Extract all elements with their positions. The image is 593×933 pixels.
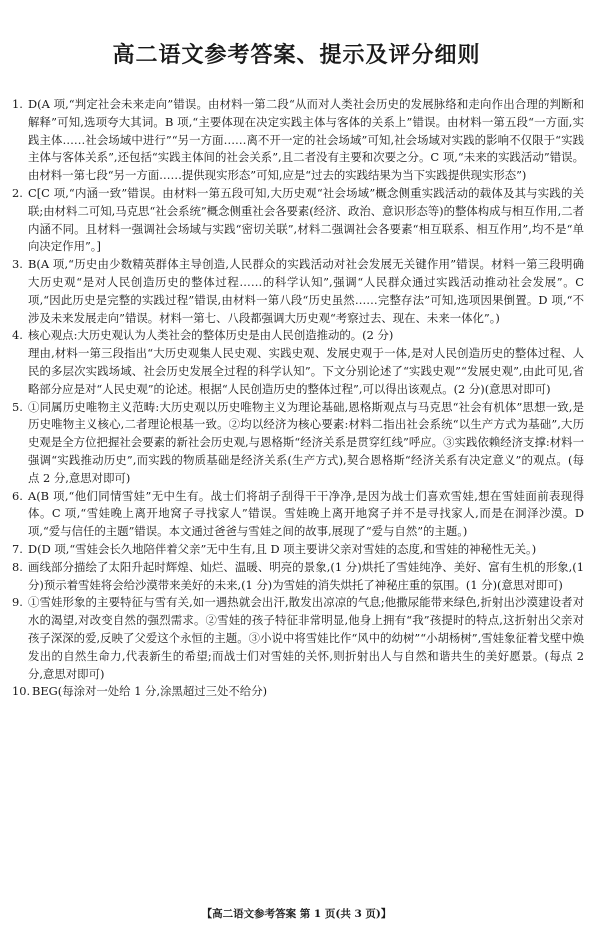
item-text: D(D 项,“雪娃会长久地陪伴着父亲”无中生有,且 D 项主要讲父亲对雪娃的态度,和雪娃的神秘性无关。) [28, 541, 537, 556]
item-text: ①雪娃形象的主要特征与雪有关,如一遇热就会出汗,散发出凉凉的气息;他撒尿能带来绿色,折射出沙漠建设者对水的渴望,对改变自然的强烈需求。②雪娃的孩子特征非常明显,他身上拥有“我”孩提时的特点,这折射出父亲对孩子深深的爱,反映了父爱这个永恒的主题。③小说中将雪娃比作“风中的幼树”“小胡杨树”,雪娃象征着戈壁中焕发出的自然生命力,代表新生的希望;而战士们对雪娃的关怀,则折射出人与自然和谐共生的美好愿景。(每点 2 分,意思对即可) [28, 595, 584, 681]
item-number: 2. [12, 185, 23, 200]
answer-item-10 [12, 683, 584, 701]
item-text: ①同属历史唯物主义范畴:大历史观以历史唯物主义为理论基础,恩格斯观点与马克思“社会有机体”思想一致,是历史唯物主义核心,二者理论根基一致。②均以经济为核心要素:材料二指出社会系统“以生产方式为基础”,大历史观是全方位把握社会要素的新社会历史观,与恩格斯“经济关系是贯穿红线”呼应。③实践依赖经济支撑:材料一强调“实践推动历史”,而实践的物质基础是经济关系(生产方式),契合恩格斯“经济关系有决定意义”的观点。(每点 2 分,意思对即可) [28, 399, 584, 485]
item-text: C[C 项,“内涵一致”错误。由材料一第五段可知,大历史观“社会场域”概念侧重实践活动的载体及其与实践的关联;由材料二可知,马克思“社会系统”概念侧重社会各要素(经济、政治、意识形态等)的整体构成与相互作用,二者内涵不同。且材料一强调社会场域与实践“密切关联”,材料二强调社会各要素“相互联系、相互作用”,均不是“单向决定作用”。] [28, 185, 584, 254]
item-text: 核心观点:大历史观认为人类社会的整体历史是由人民创造推动的。(2 分) [28, 328, 394, 343]
item-number: 8. [12, 559, 23, 574]
item-number: 7. [12, 541, 23, 556]
item-text: A(B 项,“他们同情雪娃”无中生有。战士们将胡子刮得干干净净,是因为战士们喜欢雪娃,想在雪娃面前表现得体。C 项,“雪娃晚上离开地窝子寻找家人”错误。雪娃晚上离开地窝子并不是寻找家人,而是在洞泽沙漠。D 项,“爱与信任的主题”错误。本文通过爸爸与雪娃之间的故事,展现了“爱与自然”的主题。) [28, 488, 584, 539]
item-number: 5. [12, 399, 23, 414]
answer-item-4 [12, 327, 584, 345]
item-text: BEG(每涂对一处给 1 分,涂黑超过三处不给分) [32, 684, 268, 699]
answer-item-6 [12, 488, 584, 541]
item-number: 1. [12, 97, 23, 111]
page-title: 高二语文参考答案、提示及评分细则 [112, 43, 481, 68]
answer-list [12, 96, 584, 701]
answer-item-7 [12, 541, 584, 559]
answer-item-2 [12, 185, 584, 256]
page-footer: 【高二语文参考答案 第 1 页(共 3 页)】 [201, 908, 392, 920]
answer-item-9 [12, 594, 584, 683]
item-number: 3. [12, 257, 23, 272]
item-text: 理由,材料一第三段指出“大历史观集人民史观、实践史观、发展史观于一体,是对人民创造历史的整体过程、人民的多层次实践场域、社会历史发展全过程的科学认知”。下文分别论述了“实践史观”“发展史观”,由此可见,省略部分应是对“人民史观”的论述。根据“人民创造历史的整体过程”,可以得出该观点。(2 分)(意思对即可) [28, 346, 584, 396]
item-text: B(A 项,“历史由少数精英群体主导创造,人民群众的实践活动对社会发展无关键作用”错误。材料一第三段明确大历史观“是对人民创造历史的整体过程……的科学认知”,强调“人民群众通过实践活动推动社会发展”。C 项,“因此历史是完整的实践过程”错误,由材料一第八段“历史虽然……完整存法”可知,选项因果倒置。D 项,“不涉及未来发展走向”错误。材料一第七、八段都强调大历史观“考察过去、现在、未来一体化”。) [28, 257, 584, 325]
item-number: 4. [12, 328, 23, 343]
item-text: D(A 项,“判定社会未来走向”错误。由材料一第二段“从而对人类社会历史的发展脉络和走向作出合理的判断和解释”可知,选项夸大其词。B 项,“主要体现在决定实践主体与客体的关系上”错误。由材料一第五段“一方面,实践主体……社会场域中进行”“另一方面……离不开一定的社会场域”可知,社会场域对实践的影响不仅限于“实践主体与客体关系”,还包括“实践主体间的社会关系”,且二者没有主要和次要之分。C 项,“未来的实践活动”错误。由材料一第七段“另一方面……提供现实形态”可知,应是“过去的实践结果为当下实践提供现实形态”) [28, 97, 584, 183]
item-number: 10. [12, 684, 31, 699]
item-text: 画线部分描绘了太阳升起时辉煌、灿烂、温暖、明亮的景象,(1 分)烘托了雪娃纯净、美好、富有生机的形象,(1 分)预示着雪娃将会给沙漠带来美好的未来,(1 分)为雪娃的消失烘托了神秘庄重的氛围。(1 分)(意思对即可) [28, 559, 584, 592]
item-number: 6. [12, 488, 23, 503]
answer-item-1 [12, 96, 584, 185]
item-number [12, 345, 28, 398]
answer-item-3 [12, 256, 584, 327]
answer-item-8 [12, 559, 584, 595]
answer-item-5 [12, 399, 584, 488]
answer-item-4-reason [12, 345, 584, 398]
item-number: 9. [12, 595, 23, 610]
